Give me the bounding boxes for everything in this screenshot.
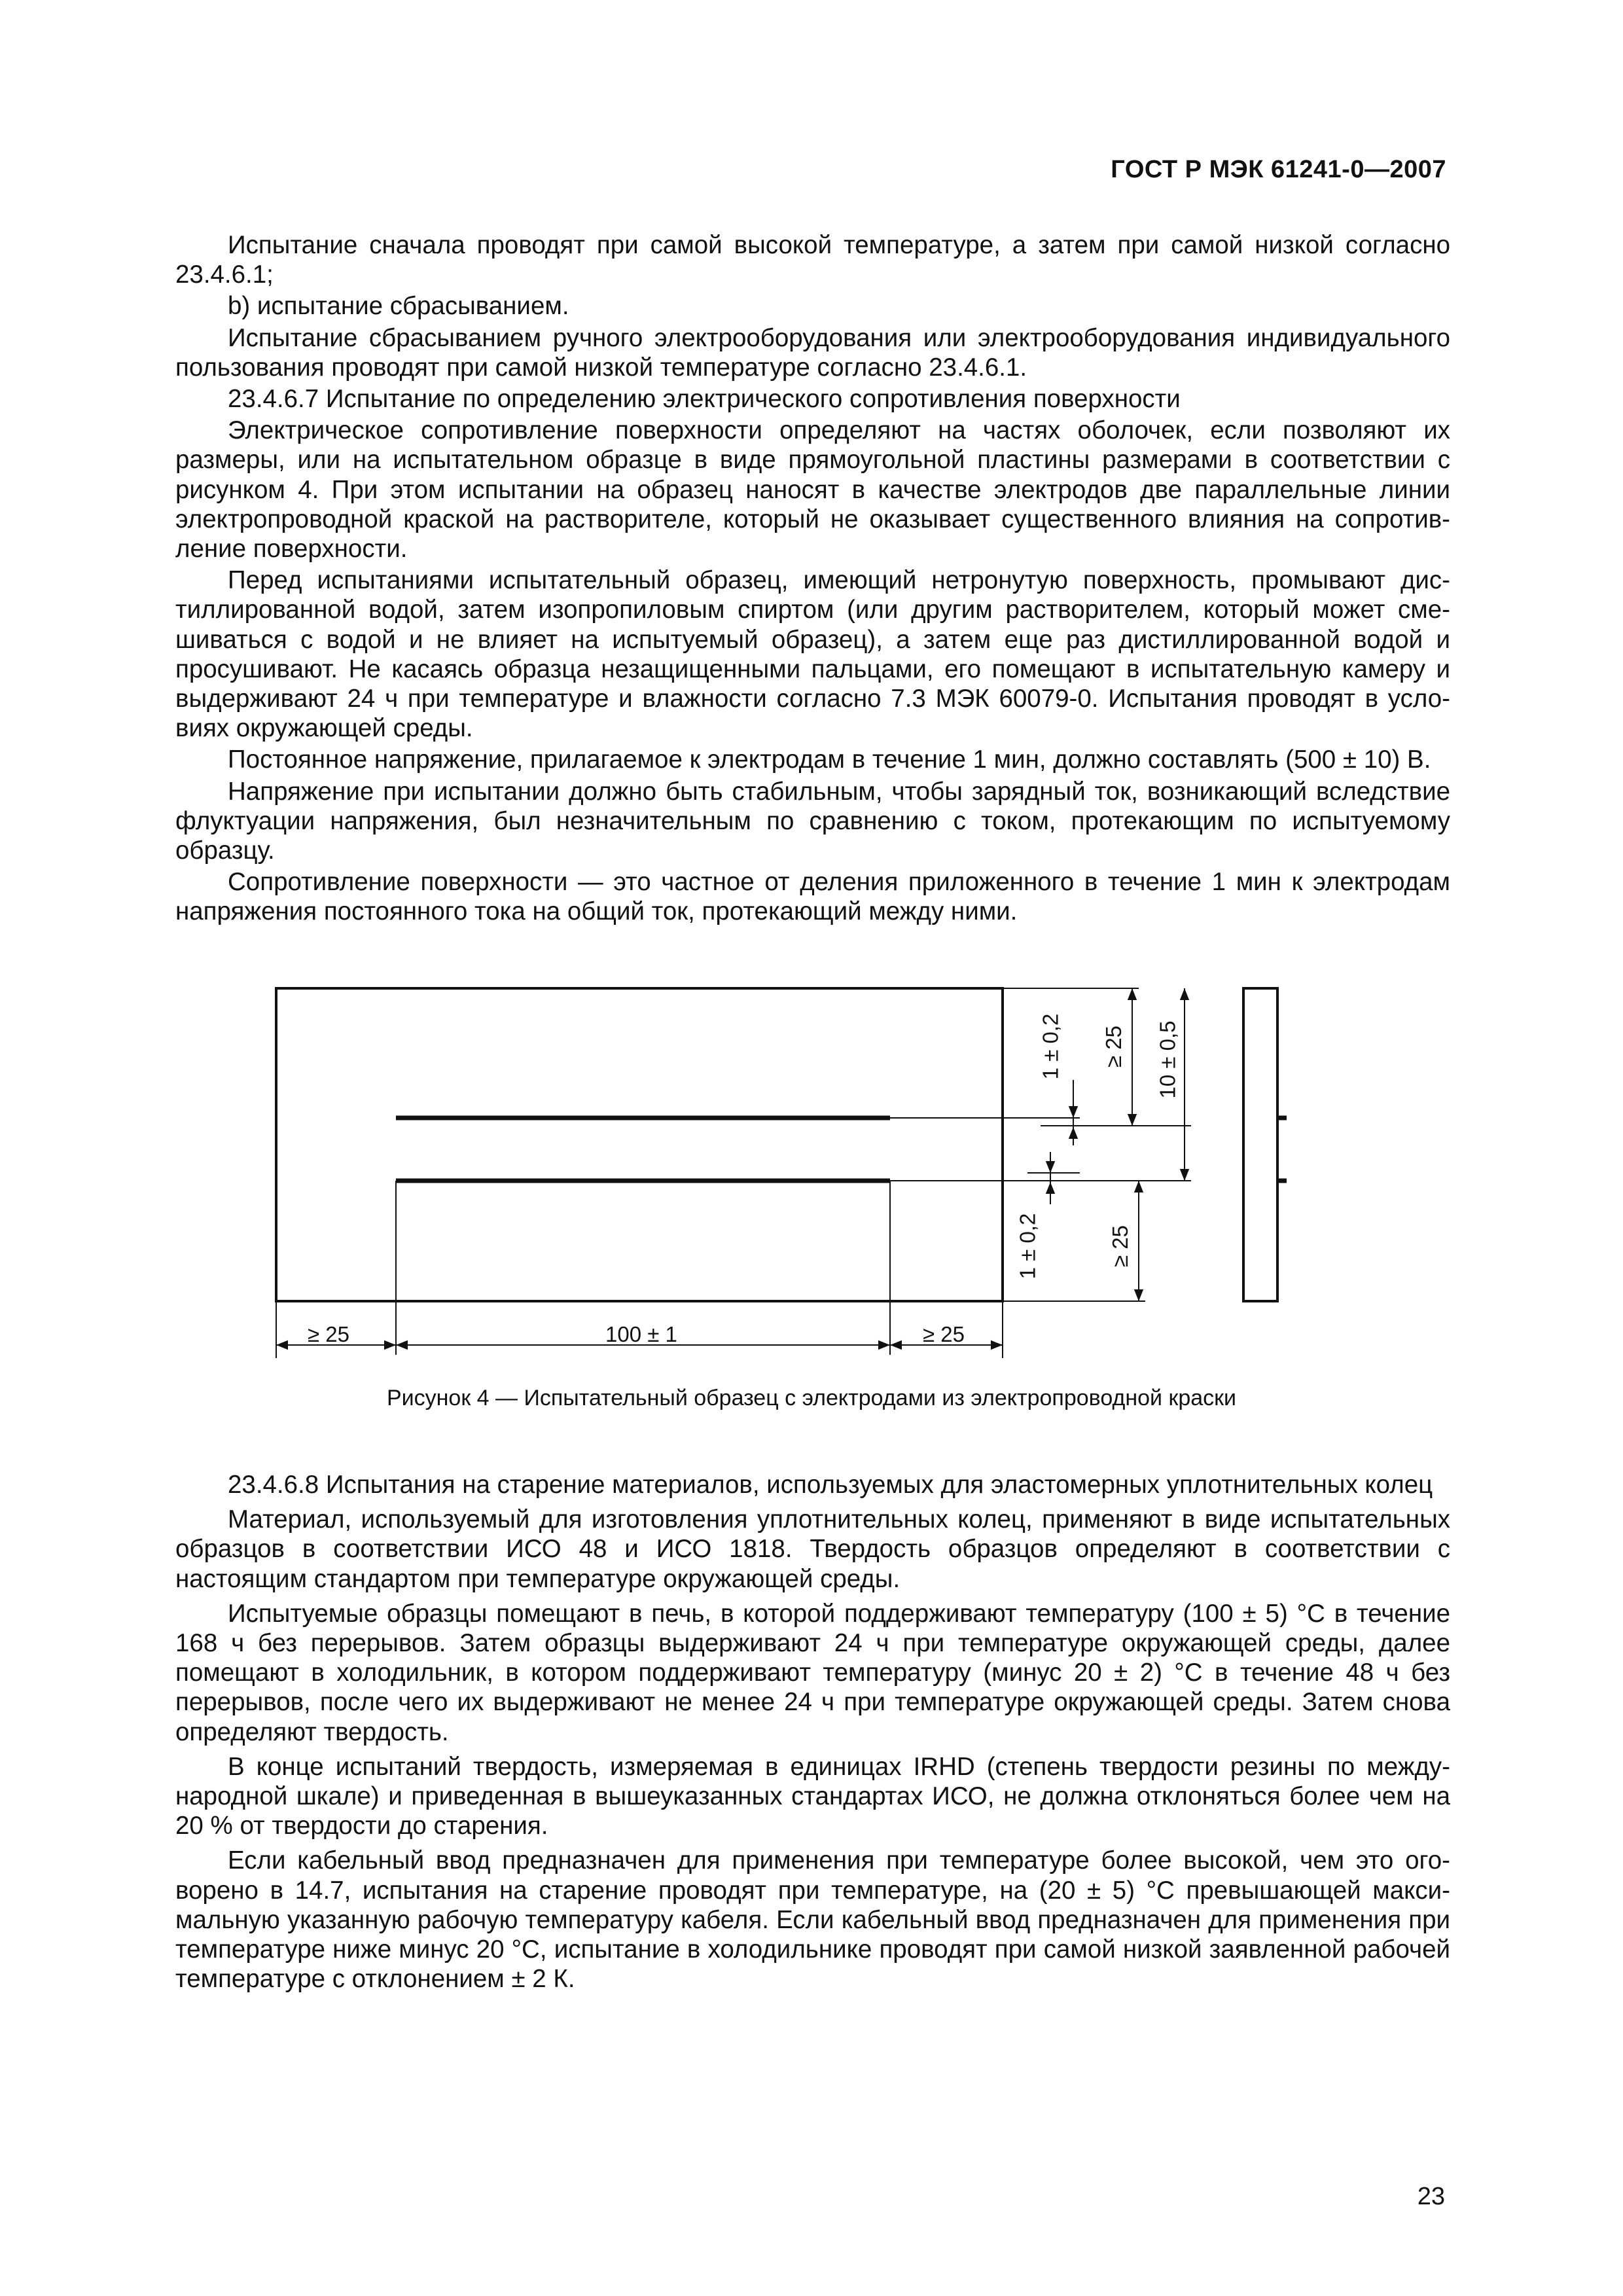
body-text-top	[175, 230, 1450, 929]
dim-top-margin: ≥ 25	[1101, 1026, 1126, 1067]
body-text-bottom	[175, 1470, 1450, 1999]
paragraph: Испытание сначала проводят при самой высокой температуре, а затем при самой низкой согласно 23.4.6.1;	[175, 231, 1450, 289]
dim-electrode-width-top: 1 ± 0,2	[1038, 1013, 1063, 1080]
dim-electrode-width-bottom: 1 ± 0,2	[1015, 1213, 1040, 1280]
section-heading: 23.4.6.7 Испытание по определению электрического сопротивления поверхности	[228, 385, 1181, 414]
paragraph: Электрическое сопротивление поверхности определяют на частях оболочек, если позволяют их размеры, или на испытательном образце в виде прямоугольной пластины размерами в соответствии с рисунком 4. При этом испытании на образец наносят в качестве электродов две параллельные линии электропроводной краской на растворителе, который не оказывает существенного влияния на сопротивление поверхности.	[175, 416, 1450, 564]
specimen-drawing	[262, 982, 1309, 1361]
document-header: ГОСТ Р МЭК 61241-0—2007	[1111, 156, 1446, 183]
paragraph: Испытуемые образцы помещают в печь, в которой поддерживают температуру (100 ± 5) °С в течение 168 ч без перерывов. Затем образцы выдерживают 24 ч при температуре окружающей среды, далее помещают в холодильник, в котором поддерживают температуру (минус 20 ± 2) °С в течение 48 ч без перерывов, после чего их выдерживают не менее 24 ч при температуре окружающей среды. Затем снова определяют твердость.	[175, 1599, 1450, 1746]
page-number: 23	[1417, 2183, 1445, 2210]
specimen-plate	[276, 988, 1003, 1301]
paragraph: Постоянное напряжение, прилагаемое к электродам в течение 1 мин, должно составлять (500 ± 10) В.	[228, 745, 1431, 774]
dim-electrode-gap: 10 ± 0,5	[1155, 1020, 1180, 1099]
dim-electrode-length: 100 ± 1	[605, 1322, 677, 1346]
paragraph: b) испытание сбрасыванием.	[228, 292, 569, 321]
figure-caption: Рисунок 4 — Испытательный образец с электродами из электропроводной краски	[386, 1386, 1237, 1410]
specimen-side-view	[1243, 988, 1277, 1301]
paragraph: Испытание сбрасыванием ручного электрооборудования или электрооборудования индивидуального пользования проводят при самой низкой температуре согласно 23.4.6.1.	[175, 323, 1450, 382]
section-heading: 23.4.6.8 Испытания на старение материалов, используемых для эластомерных уплотнительных колец	[228, 1471, 1433, 1499]
dim-right-margin: ≥ 25	[923, 1322, 965, 1346]
paragraph: В конце испытаний твердость, измеряемая в единицах IRHD (степень твердости резины по международной шкале) и приведенная в вышеуказанных стандартах ИСО, не должна отклоняться более чем на 20 % от твердости до старения.	[175, 1752, 1450, 1840]
dim-bottom-margin: ≥ 25	[1108, 1225, 1132, 1267]
figure-test-specimen	[262, 982, 1309, 1361]
paragraph: Перед испытаниями испытательный образец, имеющий нетронутую поверхность, промывают дистиллированной водой, затем изопропиловым спиртом (или другим растворителем, который может смешиваться с водой и не влияет на испытуемый образец), а затем еще раз дистиллированной водой и просушивают. Не касаясь образца незащищенными пальцами, его помещают в испытательную камеру и выдерживают 24 ч при температуре и влажности согласно 7.3 МЭК 60079-0. Испытания проводят в условиях окружающей среды.	[175, 566, 1450, 743]
paragraph: Если кабельный ввод предназначен для применения при температуре более высокой, чем это оговорено в 14.7, испытания на старение проводят при температуре, на (20 ± 5) °С превышающей максимальную указанную рабочую температуру кабеля. Если кабельный ввод предназначен для применения при температуре ниже минус 20 °С, испытание в холодильнике проводят при самой низкой заявленной рабочей температуре с отклонением ± 2 К.	[175, 1846, 1450, 1994]
paragraph: Материал, используемый для изготовления уплотнительных колец, применяют в виде испытательных образцов в соответствии ИСО 48 и ИСО 1818. Твердость образцов определяют в соответствии с настоящим стандартом при температуре окружающей среды.	[175, 1505, 1450, 1593]
paragraph: Напряжение при испытании должно быть стабильным, чтобы зарядный ток, возникающий вследствие флуктуации напряжения, был незначительным по сравнению с током, протекающим по испытуемому образцу.	[175, 777, 1450, 865]
dim-left-margin: ≥ 25	[308, 1322, 349, 1346]
paragraph: Сопротивление поверхности — это частное от деления приложенного в течение 1 мин к электродам напряжения постоянного тока на общий ток, протекающий между ними.	[175, 868, 1450, 926]
